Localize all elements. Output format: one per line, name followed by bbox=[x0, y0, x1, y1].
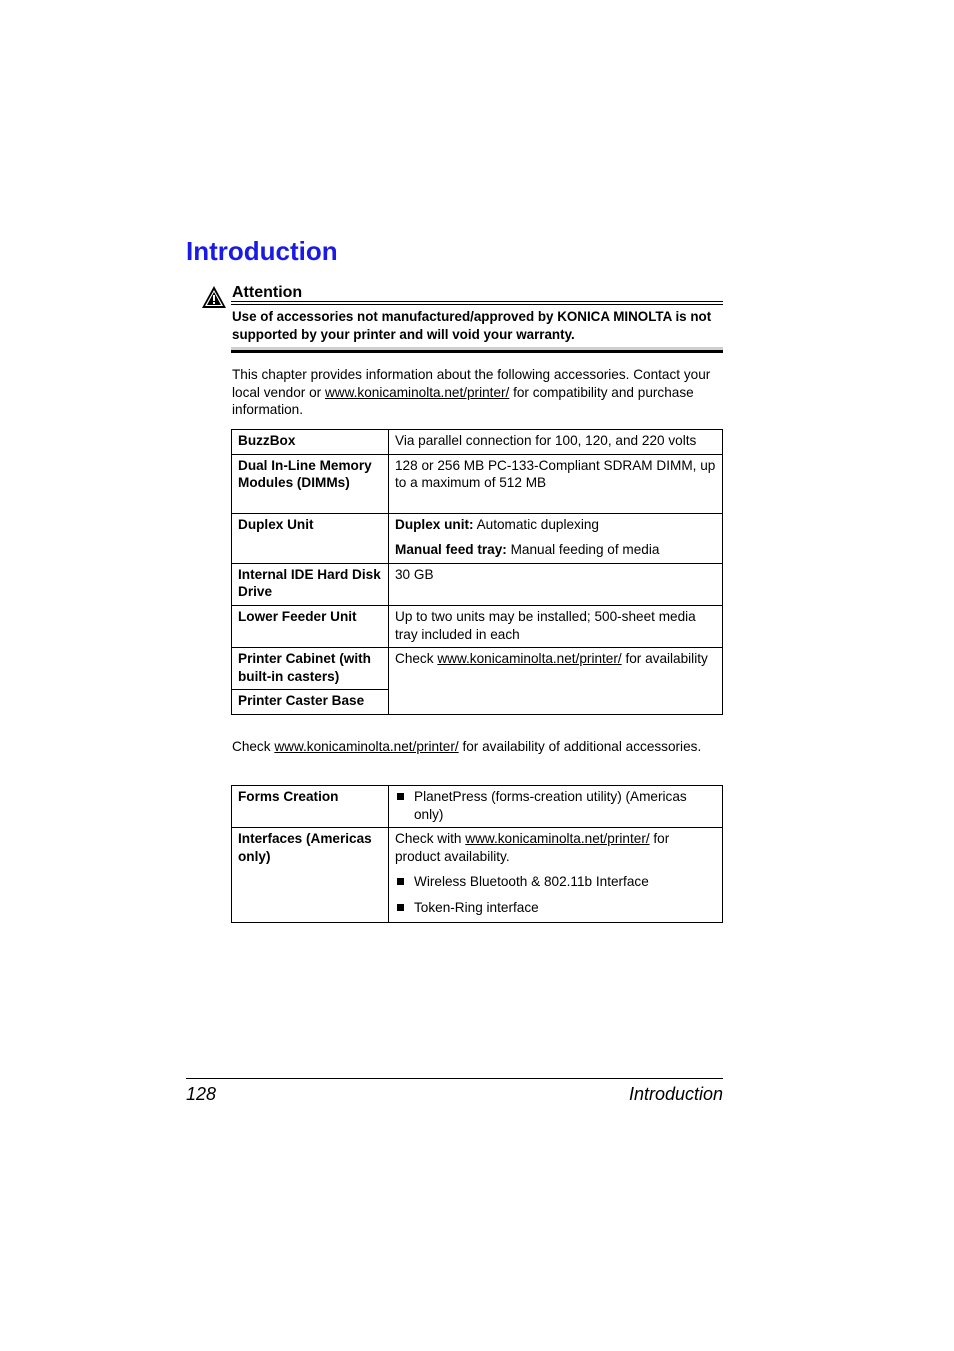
interfaces-bullet-item bbox=[395, 899, 717, 917]
table-row bbox=[232, 454, 723, 513]
cabinet-value bbox=[389, 648, 723, 715]
duplex-value bbox=[389, 513, 723, 563]
page-title: Introduction bbox=[186, 236, 338, 266]
buzzbox-value: Via parallel connection for 100, 120, and 220 volts bbox=[389, 430, 723, 455]
table-row bbox=[232, 828, 723, 923]
table-row bbox=[232, 430, 723, 455]
attention-bottom-rule bbox=[231, 347, 723, 353]
intro-text-end: for compatibility and purchase information. bbox=[232, 384, 694, 418]
warning-triangle-icon bbox=[201, 285, 227, 309]
forms-value bbox=[389, 786, 723, 828]
interfaces-text-start: Check with bbox=[395, 831, 466, 847]
cabinet-link[interactable]: www.konicaminolta.net/printer/ bbox=[437, 651, 622, 667]
cabinet-text-end: for availability bbox=[621, 651, 708, 667]
middle-text-start: Check bbox=[232, 739, 275, 754]
table-row bbox=[232, 513, 723, 563]
software-table bbox=[231, 785, 723, 923]
bullet-square-icon bbox=[397, 793, 404, 800]
attention-top-rule bbox=[231, 301, 723, 305]
forms-label: Forms Creation bbox=[232, 786, 389, 828]
intro-link[interactable]: www.konicaminolta.net/printer/ bbox=[324, 384, 510, 400]
duplex-line bbox=[395, 516, 717, 534]
cabinet-label: Printer Cabinet (with built-in casters) bbox=[232, 648, 389, 690]
intro-text-start: This chapter provides information about the following accessories. Contact your local vendor or bbox=[232, 367, 711, 400]
interfaces-label: Interfaces (Americas only) bbox=[232, 828, 389, 923]
manual-feed-term: Manual feed tray: bbox=[395, 542, 507, 558]
bullet-square-icon bbox=[397, 878, 404, 885]
footer-rule bbox=[186, 1078, 723, 1079]
forms-bullet-item bbox=[395, 788, 717, 823]
duplex-unit-term: Duplex unit: bbox=[395, 516, 474, 532]
interfaces-check-line bbox=[395, 830, 717, 865]
page-number: 128 bbox=[186, 1084, 217, 1104]
middle-link[interactable]: www.konicaminolta.net/printer/ bbox=[274, 739, 459, 754]
duplex-unit-desc: Automatic duplexing bbox=[473, 516, 599, 532]
interfaces-link[interactable]: www.konicaminolta.net/printer/ bbox=[465, 831, 650, 847]
interfaces-text-end: for product availability. bbox=[395, 831, 670, 864]
dimms-label: Dual In-Line Memory Modules (DIMMs) bbox=[232, 454, 389, 513]
table-row bbox=[232, 786, 723, 828]
token-ring-bullet-text: Token-Ring interface bbox=[414, 899, 539, 915]
intro-paragraph bbox=[232, 366, 724, 419]
attention-heading: Attention bbox=[232, 284, 303, 301]
hdd-value: 30 GB bbox=[389, 563, 723, 605]
middle-paragraph bbox=[232, 738, 724, 756]
manual-feed-line bbox=[395, 541, 717, 559]
forms-bullet-text: PlanetPress (forms-creation utility) (Americas only) bbox=[414, 789, 687, 822]
attention-text: Use of accessories not manufactured/approved by KONICA MINOLTA is not supported by your printer and will void your warranty. bbox=[232, 309, 712, 342]
hdd-label: Internal IDE Hard Disk Drive bbox=[232, 563, 389, 605]
cabinet-text-start: Check bbox=[395, 651, 438, 667]
bluetooth-bullet-text: Wireless Bluetooth & 802.11b Interface bbox=[414, 874, 649, 890]
dimms-value: 128 or 256 MB PC-133-Compliant SDRAM DIMM, up to a maximum of 512 MB bbox=[389, 454, 723, 513]
accessories-table bbox=[231, 429, 723, 715]
interfaces-value bbox=[389, 828, 723, 923]
footer-section-title: Introduction bbox=[628, 1084, 723, 1104]
duplex-label: Duplex Unit bbox=[232, 513, 389, 563]
table-row bbox=[232, 563, 723, 605]
feeder-label: Lower Feeder Unit bbox=[232, 605, 389, 647]
caster-label: Printer Caster Base bbox=[232, 690, 389, 715]
bullet-square-icon bbox=[397, 904, 404, 911]
table-row bbox=[232, 648, 723, 690]
middle-text-end: for availability of additional accessories. bbox=[458, 739, 702, 754]
manual-feed-desc: Manual feeding of media bbox=[506, 542, 660, 558]
table-row bbox=[232, 605, 723, 647]
feeder-value: Up to two units may be installed; 500-sheet media tray included in each bbox=[389, 605, 723, 647]
interfaces-bullet-item bbox=[395, 873, 717, 891]
buzzbox-label: BuzzBox bbox=[232, 430, 389, 455]
